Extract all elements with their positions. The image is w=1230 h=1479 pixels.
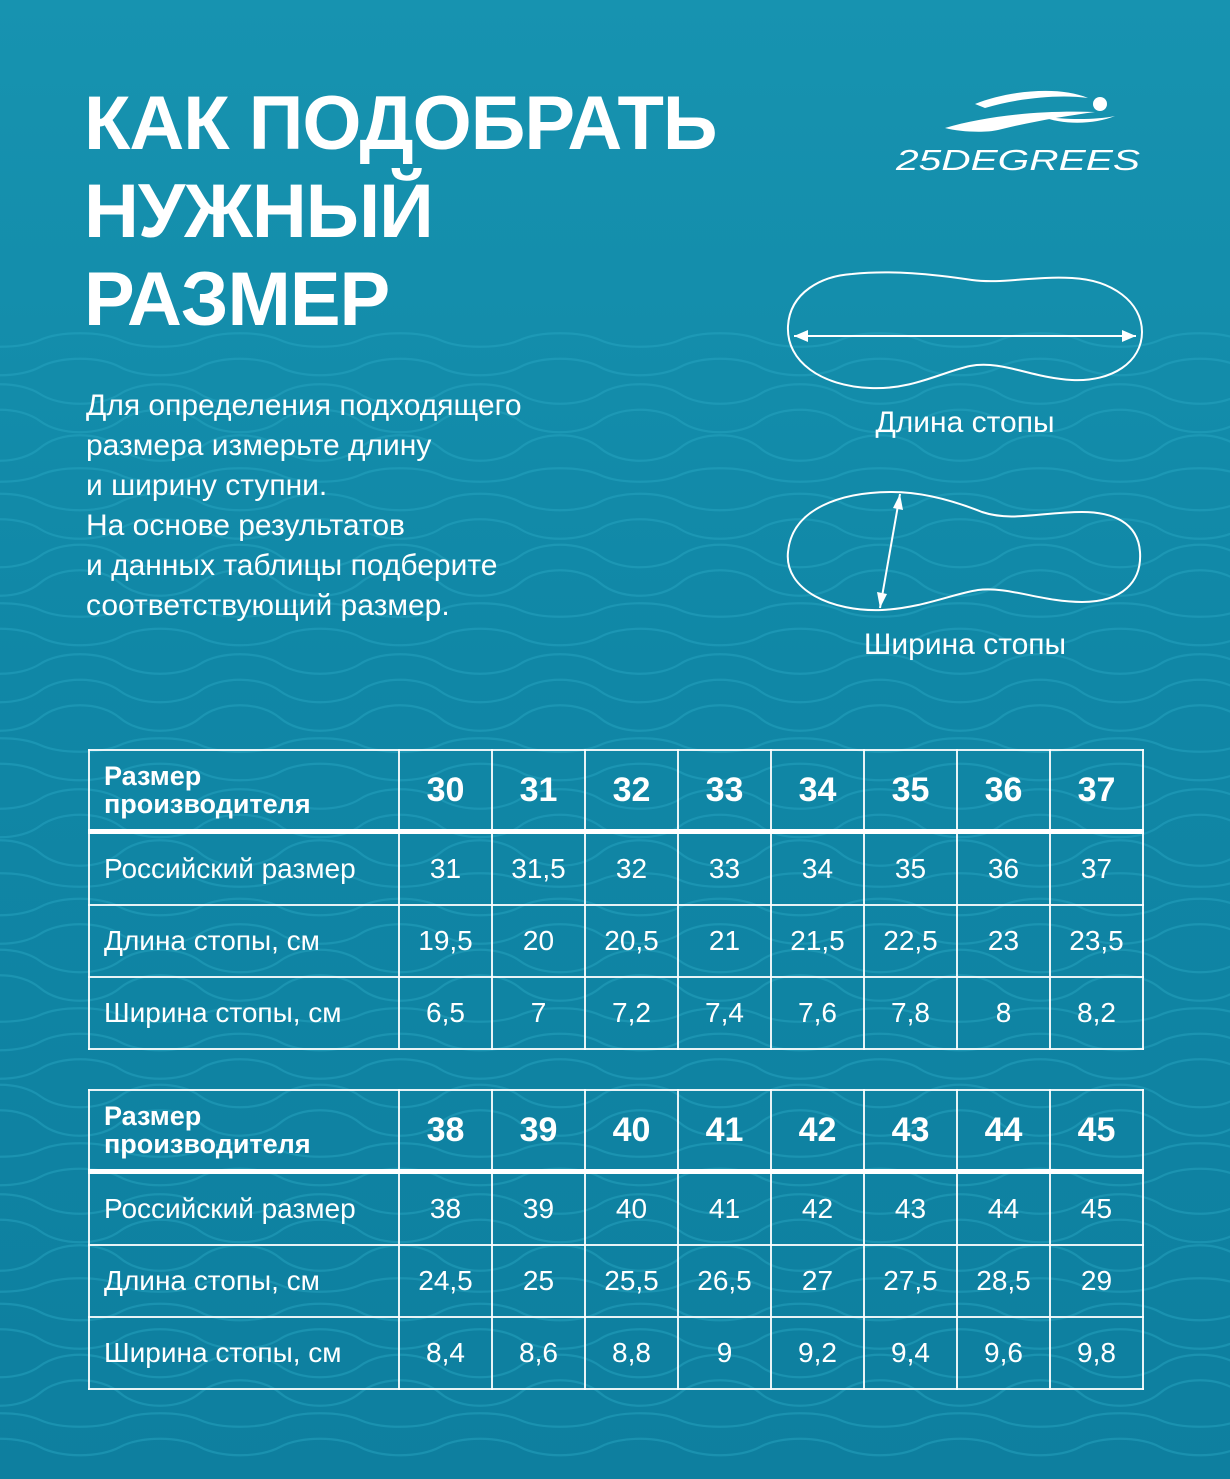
size-header-cell: 45 <box>1050 1090 1143 1172</box>
swimmer-icon <box>945 91 1115 132</box>
header-label-cell <box>89 750 399 832</box>
table-cell: 38 <box>399 1172 492 1246</box>
foot-length-label: Длина стопы <box>875 406 1055 439</box>
size-header-cell: 41 <box>678 1090 771 1172</box>
title-line: КАК ПОДОБРАТЬ <box>84 81 717 166</box>
width-arrow <box>880 494 900 608</box>
table-cell: 8,2 <box>1050 977 1143 1049</box>
table-cell: 25 <box>492 1245 585 1317</box>
table-cell: 41 <box>678 1172 771 1246</box>
header-label-line: производителя <box>104 789 311 819</box>
intro-line: Для определения подходящего <box>86 389 522 422</box>
foot-width-diagram <box>782 486 1148 616</box>
row-label: Ширина стопы, см <box>89 1317 399 1389</box>
table-cell: 7,2 <box>585 977 678 1049</box>
table-cell: 8,8 <box>585 1317 678 1389</box>
header-label-line: Размер <box>104 761 202 791</box>
table-cell: 27 <box>771 1245 864 1317</box>
intro-line: и ширину ступни. <box>86 469 328 502</box>
table-row <box>89 1245 1143 1317</box>
intro-line: и данных таблицы подберите <box>86 549 498 582</box>
table-cell: 20,5 <box>585 905 678 977</box>
intro-line: На основе результатов <box>86 509 405 542</box>
row-label: Российский размер <box>89 1172 399 1246</box>
table-cell: 8 <box>957 977 1050 1049</box>
table-cell: 29 <box>1050 1245 1143 1317</box>
table-cell: 35 <box>864 832 957 906</box>
intro-line: размера измерьте длину <box>86 429 432 462</box>
size-header-cell: 44 <box>957 1090 1050 1172</box>
title-line: РАЗМЕР <box>84 257 390 342</box>
table-cell: 25,5 <box>585 1245 678 1317</box>
table-cell: 8,6 <box>492 1317 585 1389</box>
header-label-line: Размер <box>104 1101 202 1131</box>
row-label: Российский размер <box>89 832 399 906</box>
table-row <box>89 905 1143 977</box>
table-cell: 6,5 <box>399 977 492 1049</box>
row-label: Ширина стопы, см <box>89 977 399 1049</box>
table-cell: 22,5 <box>864 905 957 977</box>
table-cell: 28,5 <box>957 1245 1050 1317</box>
table-cell: 24,5 <box>399 1245 492 1317</box>
table-cell: 34 <box>771 832 864 906</box>
table-cell: 9 <box>678 1317 771 1389</box>
intro-line: соответствующий размер. <box>86 589 450 622</box>
table-cell: 23,5 <box>1050 905 1143 977</box>
size-table-2 <box>88 1089 1144 1390</box>
table-cell: 9,2 <box>771 1317 864 1389</box>
table-cell: 37 <box>1050 832 1143 906</box>
table-cell: 33 <box>678 832 771 906</box>
table-cell: 32 <box>585 832 678 906</box>
table-cell: 39 <box>492 1172 585 1246</box>
table-header-row <box>89 750 1143 832</box>
table-cell: 44 <box>957 1172 1050 1246</box>
foot-outline <box>788 272 1142 388</box>
brand-logo <box>890 86 1150 182</box>
size-header-cell: 37 <box>1050 750 1143 832</box>
table-row <box>89 1317 1143 1389</box>
row-label: Длина стопы, см <box>89 1245 399 1317</box>
table-cell: 31,5 <box>492 832 585 906</box>
header-label-line: производителя <box>104 1129 311 1159</box>
table-cell: 9,4 <box>864 1317 957 1389</box>
size-header-cell: 43 <box>864 1090 957 1172</box>
header-label-cell <box>89 1090 399 1172</box>
table-cell: 9,6 <box>957 1317 1050 1389</box>
wave-line <box>0 1413 1230 1427</box>
foot-width-label: Ширина стопы <box>863 628 1067 661</box>
table-row <box>89 977 1143 1049</box>
table-cell: 21 <box>678 905 771 977</box>
foot-length-diagram <box>782 262 1148 394</box>
size-header-cell: 42 <box>771 1090 864 1172</box>
table-cell: 45 <box>1050 1172 1143 1246</box>
size-header-cell: 39 <box>492 1090 585 1172</box>
row-label: Длина стопы, см <box>89 905 399 977</box>
table-cell: 8,4 <box>399 1317 492 1389</box>
table-cell: 7,8 <box>864 977 957 1049</box>
size-header-cell: 30 <box>399 750 492 832</box>
size-header-cell: 31 <box>492 750 585 832</box>
wave-line <box>0 1439 1230 1456</box>
table-cell: 36 <box>957 832 1050 906</box>
title-line: НУЖНЫЙ <box>84 169 433 254</box>
foot-outline <box>788 492 1140 610</box>
table-cell: 26,5 <box>678 1245 771 1317</box>
wave-line <box>0 705 1230 731</box>
table-cell: 23 <box>957 905 1050 977</box>
size-table-1 <box>88 749 1144 1050</box>
table-cell: 31 <box>399 832 492 906</box>
wave-line <box>0 680 1230 703</box>
size-header-cell: 38 <box>399 1090 492 1172</box>
size-header-cell: 32 <box>585 750 678 832</box>
table-cell: 7,6 <box>771 977 864 1049</box>
table-cell: 9,8 <box>1050 1317 1143 1389</box>
size-header-cell: 36 <box>957 750 1050 832</box>
size-header-cell: 40 <box>585 1090 678 1172</box>
table-cell: 43 <box>864 1172 957 1246</box>
table-cell: 7,4 <box>678 977 771 1049</box>
table-cell: 27,5 <box>864 1245 957 1317</box>
table-row <box>89 832 1143 906</box>
table-header-row <box>89 1090 1143 1172</box>
size-header-cell: 33 <box>678 750 771 832</box>
table-cell: 7 <box>492 977 585 1049</box>
size-header-cell: 35 <box>864 750 957 832</box>
table-cell: 40 <box>585 1172 678 1246</box>
wave-line <box>0 1059 1230 1079</box>
table-cell: 42 <box>771 1172 864 1246</box>
logo-wordmark: 25DEGREES <box>894 145 1141 177</box>
table-row <box>89 1172 1143 1246</box>
table-cell: 21,5 <box>771 905 864 977</box>
table-cell: 20 <box>492 905 585 977</box>
page-title <box>84 80 717 344</box>
size-header-cell: 34 <box>771 750 864 832</box>
intro-text <box>86 386 646 626</box>
table-cell: 19,5 <box>399 905 492 977</box>
